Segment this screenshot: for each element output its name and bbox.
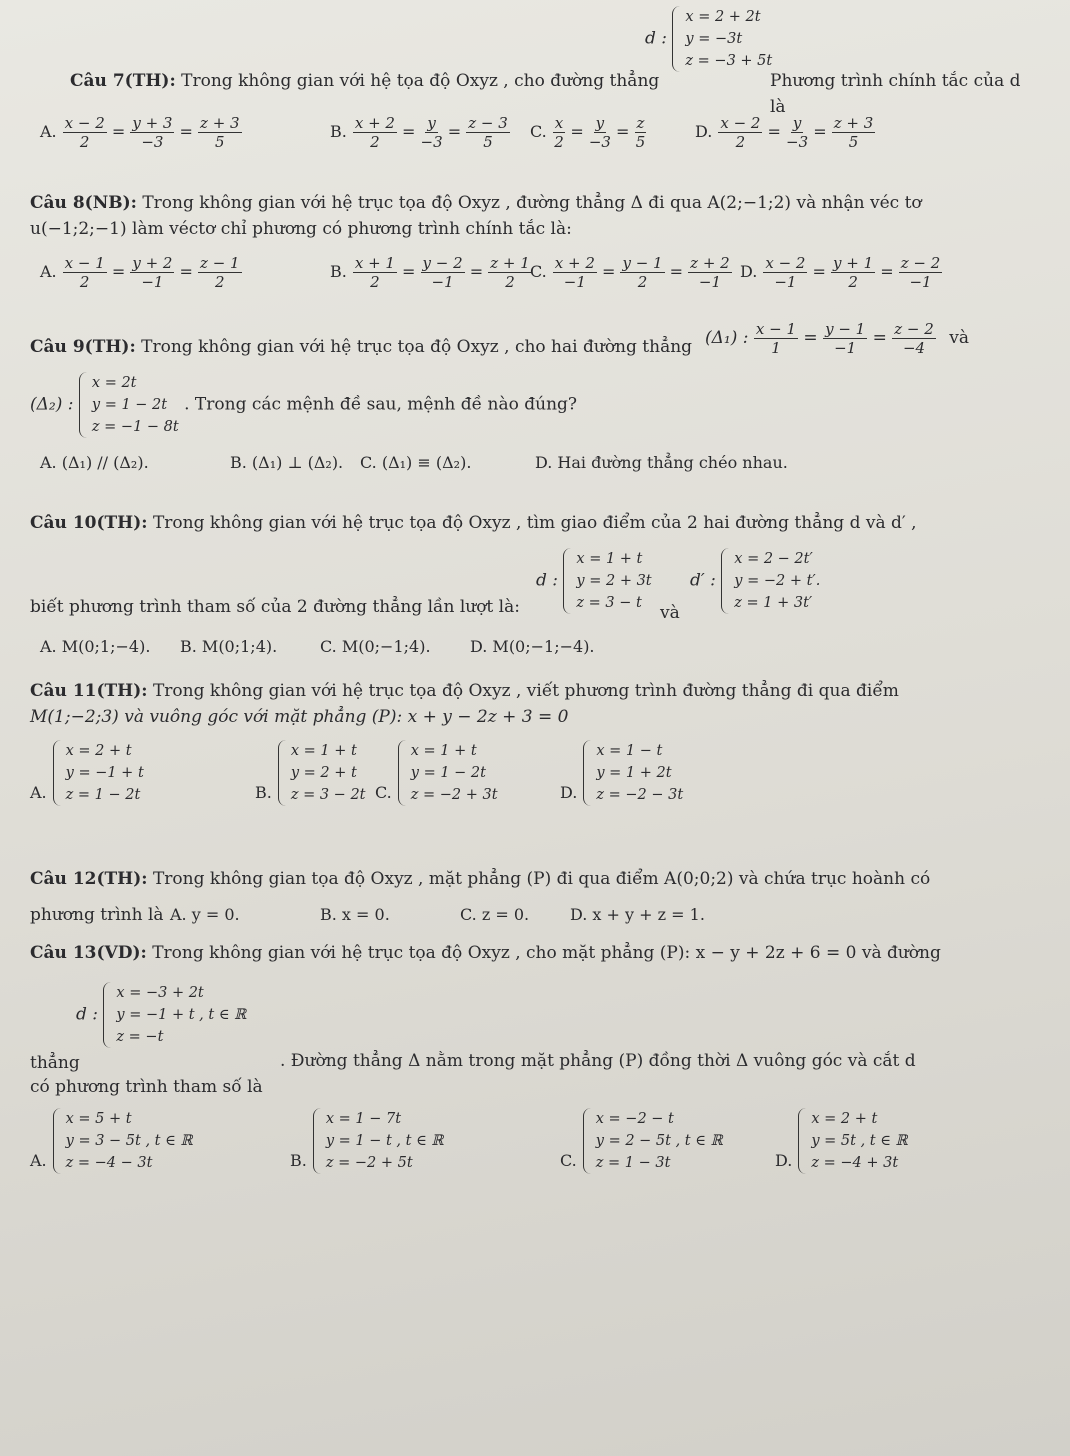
numerator: z − 2	[900, 254, 941, 272]
q8-heading: Câu 8(NB):	[30, 193, 137, 213]
denominator: −3	[420, 133, 443, 151]
equals-sign: =	[174, 262, 199, 281]
question-13: Câu 13(VD): Trong không gian với hệ trục tọa độ Oxyz , cho mặt phẳng (P): x − y + 2z + 6 = 0 và đường thẳng d : x = −3 + 2t y = −1 + t , t ∈ ℝ z = −t . Đường thẳng Δ nằm trong mặt phẳng (P) đồng thời Δ vuông góc và cắt d có phương trình tham số là A. x = 5 + t y = 3 − 5t , t ∈ ℝ z = −4 − 3t B. x = 1 − 7t y = 1 − t , t ∈ ℝ z = −2 + 5t C. x = −2 − t y = 2 − 5t , t ∈ ℝ z = 1 − 3t D. x = 2 + t y = 5t , t ∈ ℝ z = −4 + 3t	[30, 940, 1040, 1198]
q11-text-2: M(1;−2;3) và vuông góc với mặt phẳng (P): x + y − 2z + 3 = 0	[30, 707, 569, 727]
fraction	[198, 254, 242, 291]
q9-text: Trong không gian với hệ trục tọa độ Oxyz , cho hai đường thẳng	[141, 337, 693, 357]
numerator: x + 2	[354, 114, 395, 132]
equals-sign: =	[174, 122, 199, 141]
fraction-chain	[63, 254, 242, 291]
option-label: A.	[40, 122, 57, 141]
fraction-chain	[353, 254, 532, 291]
q9-line-2-system	[79, 372, 179, 438]
fraction	[754, 320, 798, 357]
option-a: A. (Δ₁) // (Δ₂).	[40, 453, 149, 472]
q9-line-1: (Δ₁) : $\frac{x - 1}{1}$ = $\frac{y - 1}{-1}$ = $\frac{z - 2}{-4}$ và	[705, 320, 969, 357]
system-lines	[411, 740, 498, 806]
denominator: 2	[370, 133, 380, 151]
option-label: C.	[530, 122, 547, 141]
q7-tail: Phương trình chính tắc của d là	[770, 71, 1021, 117]
q12-text-2: phương trình là	[30, 905, 164, 925]
system-lines	[66, 740, 144, 806]
fraction	[353, 254, 397, 291]
system-line: y = 1 + 2t	[596, 765, 672, 781]
denominator: 2	[79, 133, 90, 151]
fraction	[198, 114, 242, 151]
equals-sign: =	[807, 262, 832, 281]
system-lines	[596, 740, 683, 806]
numerator: y	[595, 114, 605, 132]
system-line: z = −1 − 8t	[91, 419, 179, 435]
system-line: z = −4 + 3t	[811, 1155, 899, 1171]
denominator: −1	[834, 339, 857, 357]
numerator: y	[792, 114, 802, 132]
system-brace	[583, 1108, 592, 1174]
q10-line-d: d : x = 1 + t y = 2 + 3t z = 3 − t	[536, 548, 652, 614]
denominator: 2	[848, 273, 858, 291]
q13-text: Trong không gian với hệ trục tọa độ Oxyz , cho mặt phẳng (P): x − y + 2z + 6 = 0 và đường	[152, 943, 941, 963]
system-line: x = 1 − 7t	[325, 1111, 402, 1127]
q11-heading: Câu 11(TH):	[30, 681, 148, 701]
system-line: x = 2 + 2t	[685, 9, 761, 25]
option-d: D. M(0;−1;−4).	[470, 637, 595, 656]
option-label: D.	[695, 122, 713, 141]
question-8	[30, 190, 1040, 298]
option-b	[290, 1108, 443, 1174]
system-lines	[291, 740, 366, 806]
denominator: −3	[141, 133, 164, 151]
question-7	[30, 6, 1040, 158]
numerator: z − 3	[468, 114, 508, 132]
system-line: x = 2 − 2t′	[734, 551, 813, 567]
fraction	[823, 320, 867, 357]
question-9	[30, 320, 1040, 480]
option-b: B. M(0;1;4).	[180, 637, 278, 656]
numerator: y − 1	[825, 320, 866, 338]
numerator: x + 2	[554, 254, 595, 272]
q11-options	[30, 740, 1040, 820]
numerator: x + 1	[354, 254, 395, 272]
equals-sign: =	[442, 122, 467, 141]
option-label: C.	[375, 783, 392, 802]
option-label: B.	[330, 262, 347, 281]
numerator: y	[427, 114, 436, 132]
option-c	[530, 114, 646, 151]
fraction	[553, 114, 565, 151]
option-label: B.	[330, 122, 347, 141]
fraction	[763, 254, 807, 291]
equation-system	[53, 1108, 193, 1174]
system-line: z = −2 + 3t	[410, 787, 498, 803]
equation-system	[398, 740, 498, 806]
q9-line-2: (Δ₂) : x = 2t y = 1 − 2t z = −1 − 8t . Trong các mệnh đề sau, mệnh đề nào đúng?	[30, 372, 1040, 438]
system-brace	[53, 1108, 62, 1174]
option-a	[30, 1108, 193, 1174]
numerator: x − 1	[64, 254, 105, 272]
numerator: z + 3	[200, 114, 240, 132]
fraction-chain	[63, 114, 242, 151]
denominator: 2	[505, 273, 515, 291]
numerator: y + 1	[833, 254, 874, 272]
system-line: x = 2t	[91, 375, 137, 391]
numerator: y + 3	[132, 114, 173, 132]
fraction	[831, 254, 875, 291]
numerator: y − 1	[622, 254, 663, 272]
fraction	[421, 114, 443, 151]
numerator: y − 2	[422, 254, 463, 272]
denominator: −4	[902, 339, 926, 357]
system-line: y = −3t	[685, 31, 743, 47]
system-line: z = 1 − 2t	[65, 787, 141, 803]
system-line: x = −2 − t	[595, 1111, 674, 1127]
numerator: z + 3	[833, 114, 874, 132]
q8-text: Trong không gian với hệ trục tọa độ Oxyz , đường thẳng Δ đi qua A(2;−1;2) và nhận véc tơ	[142, 193, 922, 213]
question-12	[30, 866, 1040, 932]
equation-system	[583, 1108, 723, 1174]
q10-options	[30, 634, 1040, 664]
denominator: −3	[588, 133, 611, 151]
option-a	[30, 740, 144, 806]
system-line: x = 1 + t	[290, 743, 357, 759]
equals-sign: =	[106, 262, 131, 281]
option-label: A.	[40, 262, 57, 281]
system-line: x = 2 + t	[811, 1111, 878, 1127]
equals-sign: =	[596, 262, 621, 281]
fraction	[688, 254, 732, 291]
system-line: y = 1 − 2t	[91, 397, 168, 413]
numerator: z − 2	[894, 320, 934, 338]
option-c: C. M(0;−1;4).	[320, 637, 431, 656]
q8-text-2: u(−1;2;−1) làm véctơ chỉ phương có phương trình chính tắc là:	[30, 219, 572, 239]
numerator: z + 2	[690, 254, 730, 272]
q10-line-dp: d′ : x = 2 − 2t′ y = −2 + t′. z = 1 + 3t′	[690, 548, 820, 614]
option-c	[560, 1108, 723, 1174]
system-line: z = 1 − 3t	[595, 1155, 671, 1171]
denominator: 2	[215, 273, 225, 291]
q13-line-d: d : x = −3 + 2t y = −1 + t , t ∈ ℝ z = −t	[76, 982, 246, 1048]
q13-options	[30, 1108, 1040, 1198]
system-line: y = 2 + 3t	[576, 573, 652, 589]
denominator: −1	[774, 273, 797, 291]
system-line: x = 5 + t	[65, 1111, 132, 1127]
numerator: x	[554, 114, 564, 132]
system-line: y = −1 + t , t ∈ ℝ	[116, 1007, 247, 1023]
denominator: 2	[370, 273, 380, 291]
q9-tail: . Trong các mệnh đề sau, mệnh đề nào đúng?	[184, 394, 578, 415]
option-a	[40, 254, 242, 291]
system-brace	[278, 740, 287, 806]
system-line: y = 3 − 5t , t ∈ ℝ	[65, 1133, 193, 1149]
fraction	[130, 114, 174, 151]
option-d	[695, 114, 875, 151]
q10-text-2: biết phương trình tham số của 2 đường thẳng lần lượt là:	[30, 597, 520, 617]
fraction-chain	[353, 114, 510, 151]
q9-heading: Câu 9(TH):	[30, 337, 136, 357]
system-line: y = −1 + t	[65, 765, 144, 781]
fraction-chain	[718, 114, 875, 151]
denominator: 2	[554, 133, 564, 151]
q12-heading: Câu 12(TH):	[30, 869, 148, 889]
system-line: y = 5t , t ∈ ℝ	[811, 1133, 908, 1149]
denominator: −1	[431, 273, 454, 291]
system-lines	[596, 1108, 723, 1174]
equals-sign: =	[464, 262, 489, 281]
system-line: z = −4 − 3t	[65, 1155, 153, 1171]
denominator: 5	[635, 133, 646, 151]
option-label: D.	[560, 783, 578, 802]
option-b: B. (Δ₁) ⊥ (Δ₂).	[230, 453, 344, 472]
system-lines	[66, 1108, 193, 1174]
equals-sign: =	[808, 122, 832, 141]
denominator: 5	[848, 133, 859, 151]
system-line: y = 2 − 5t , t ∈ ℝ	[595, 1133, 723, 1149]
system-line: y = 2 + t	[290, 765, 357, 781]
option-a	[40, 114, 242, 151]
system-line: x = −3 + 2t	[116, 985, 204, 1001]
option-c: C. z = 0.	[460, 905, 530, 924]
system-line: y = 1 − t , t ∈ ℝ	[325, 1133, 444, 1149]
option-label: A.	[30, 1151, 47, 1170]
fraction	[553, 254, 597, 291]
option-d	[740, 254, 942, 291]
system-line: y = −2 + t′.	[734, 573, 821, 589]
numerator: z − 1	[200, 254, 240, 272]
option-d	[560, 740, 683, 806]
option-d	[775, 1108, 908, 1174]
denominator: −1	[141, 273, 164, 291]
equals-sign: =	[798, 328, 824, 348]
fraction-chain	[553, 254, 732, 291]
system-line: z = −2 − 3t	[596, 787, 684, 803]
denominator: 1	[771, 339, 781, 357]
equation-system	[313, 1108, 444, 1174]
option-label: A.	[30, 783, 47, 802]
denominator: 5	[483, 133, 493, 151]
option-label: C.	[560, 1151, 577, 1170]
q12-text: Trong không gian tọa độ Oxyz , mặt phẳng (P) đi qua điểm A(0;0;2) và chứa trục hoành có	[152, 869, 931, 889]
option-c	[530, 254, 732, 291]
fraction-chain	[763, 254, 942, 291]
numerator: x − 1	[755, 320, 797, 338]
equals-sign: =	[610, 122, 635, 141]
equals-sign: =	[396, 262, 421, 281]
q7-line-d-system	[672, 6, 772, 72]
system-line: x = 1 − t	[596, 743, 663, 759]
system-lines	[811, 1108, 907, 1174]
option-b: B. x = 0.	[320, 905, 390, 924]
q7-options	[30, 114, 1040, 158]
q10-heading: Câu 10(TH):	[30, 513, 148, 533]
option-a: A. y = 0.	[170, 905, 240, 924]
system-line: z = −2 + 5t	[325, 1155, 413, 1171]
system-line: z = 1 + 3t′	[734, 595, 813, 611]
question-10: Câu 10(TH): Trong không gian với hệ trục tọa độ Oxyz , tìm giao điểm của 2 hai đường thẳng d và d′ , biết phương trình tham số của 2 đường thẳng lần lượt là: d : x = 1 + t y = 2 + 3t z = 3 − t và d′ : x = 2 − 2t′ y = −2 + t′. z = 1 + 3t′ A. M(0;1;−4). B. M(0;1;4). C. M(0;−1;4). D. M(0;−1;−4).	[30, 510, 1040, 664]
fraction	[421, 254, 465, 291]
equation-system	[278, 740, 366, 806]
system-brace	[583, 740, 592, 806]
fraction	[786, 114, 808, 151]
equals-sign: =	[565, 122, 589, 141]
q13-tail: . Đường thẳng Δ nằm trong mặt phẳng (P) đồng thời Δ vuông góc và cắt d	[280, 1051, 916, 1071]
equals-sign: =	[664, 262, 689, 281]
system-brace	[313, 1108, 322, 1174]
option-b	[330, 254, 532, 291]
fraction	[488, 254, 532, 291]
q13-heading: Câu 13(VD):	[30, 943, 147, 963]
equation-system	[53, 740, 144, 806]
denominator: −3	[786, 133, 809, 151]
system-brace	[53, 740, 62, 806]
fraction	[899, 254, 943, 291]
numerator: y + 2	[132, 254, 173, 272]
q9-options	[30, 450, 1040, 480]
option-label: C.	[530, 262, 547, 281]
equals-sign: =	[875, 262, 899, 281]
numerator: z + 1	[490, 254, 530, 272]
option-label: D.	[740, 262, 758, 281]
fraction-chain	[553, 114, 647, 151]
system-line: z = −t	[116, 1029, 164, 1045]
question-11	[30, 678, 1040, 820]
denominator: −1	[698, 273, 721, 291]
fraction	[892, 320, 936, 357]
option-label: B.	[255, 783, 272, 802]
fraction	[718, 114, 762, 151]
option-b	[330, 114, 510, 151]
option-a: A. M(0;1;−4).	[40, 637, 151, 656]
system-line: z = 3 − t	[576, 595, 642, 611]
option-label: D.	[775, 1151, 793, 1170]
fraction	[130, 254, 174, 291]
fraction	[63, 114, 107, 151]
fraction	[589, 114, 611, 151]
numerator: x − 2	[765, 254, 806, 272]
q13-text-3: có phương trình tham số là	[30, 1077, 263, 1097]
denominator: −1	[909, 273, 932, 291]
q11-text: Trong không gian với hệ trục tọa độ Oxyz , viết phương trình đường thẳng đi qua điểm	[152, 681, 899, 701]
equals-sign: =	[396, 122, 421, 141]
equation-system	[583, 740, 683, 806]
equals-sign: =	[762, 122, 787, 141]
option-c: C. (Δ₁) ≡ (Δ₂).	[360, 453, 472, 472]
denominator: 2	[637, 273, 648, 291]
equals-sign: =	[106, 122, 131, 141]
option-d: D. x + y + z = 1.	[570, 905, 705, 924]
q8-options	[30, 254, 1040, 298]
equals-sign: =	[867, 328, 893, 348]
system-lines	[326, 1108, 444, 1174]
system-line: x = 1 + t	[576, 551, 643, 567]
system-line: z = −3 + 5t	[685, 53, 773, 69]
equation-system	[798, 1108, 907, 1174]
denominator: 2	[735, 133, 746, 151]
q12-options	[30, 902, 1040, 932]
fraction	[635, 114, 647, 151]
fraction	[832, 114, 876, 151]
system-brace	[398, 740, 407, 806]
option-b	[255, 740, 366, 806]
denominator: −1	[563, 273, 586, 291]
system-line: x = 1 + t	[410, 743, 477, 759]
option-label: B.	[290, 1151, 307, 1170]
q10-text: Trong không gian với hệ trục tọa độ Oxyz , tìm giao điểm của 2 hai đường thẳng d và d′ ,	[152, 513, 917, 533]
numerator: x − 2	[720, 114, 761, 132]
option-c	[375, 740, 498, 806]
q7-heading: Câu 7(TH):	[70, 71, 176, 91]
fraction	[63, 254, 107, 291]
numerator: z	[636, 114, 645, 132]
fraction	[466, 114, 510, 151]
system-brace	[798, 1108, 807, 1174]
system-line: y = 1 − 2t	[410, 765, 486, 781]
option-d: D. Hai đường thẳng chéo nhau.	[535, 453, 788, 472]
numerator: x − 2	[64, 114, 105, 132]
q7-line-d: d : x = 2 + 2t y = −3t z = −3 + 5t	[645, 6, 772, 72]
system-line: z = 3 − 2t	[290, 787, 366, 803]
fraction	[620, 254, 664, 291]
denominator: 5	[215, 133, 225, 151]
q7-text: Trong không gian với hệ tọa độ Oxyz , cho đường thẳng	[181, 71, 660, 91]
system-line: x = 2 + t	[65, 743, 132, 759]
denominator: 2	[79, 273, 90, 291]
fraction	[353, 114, 397, 151]
